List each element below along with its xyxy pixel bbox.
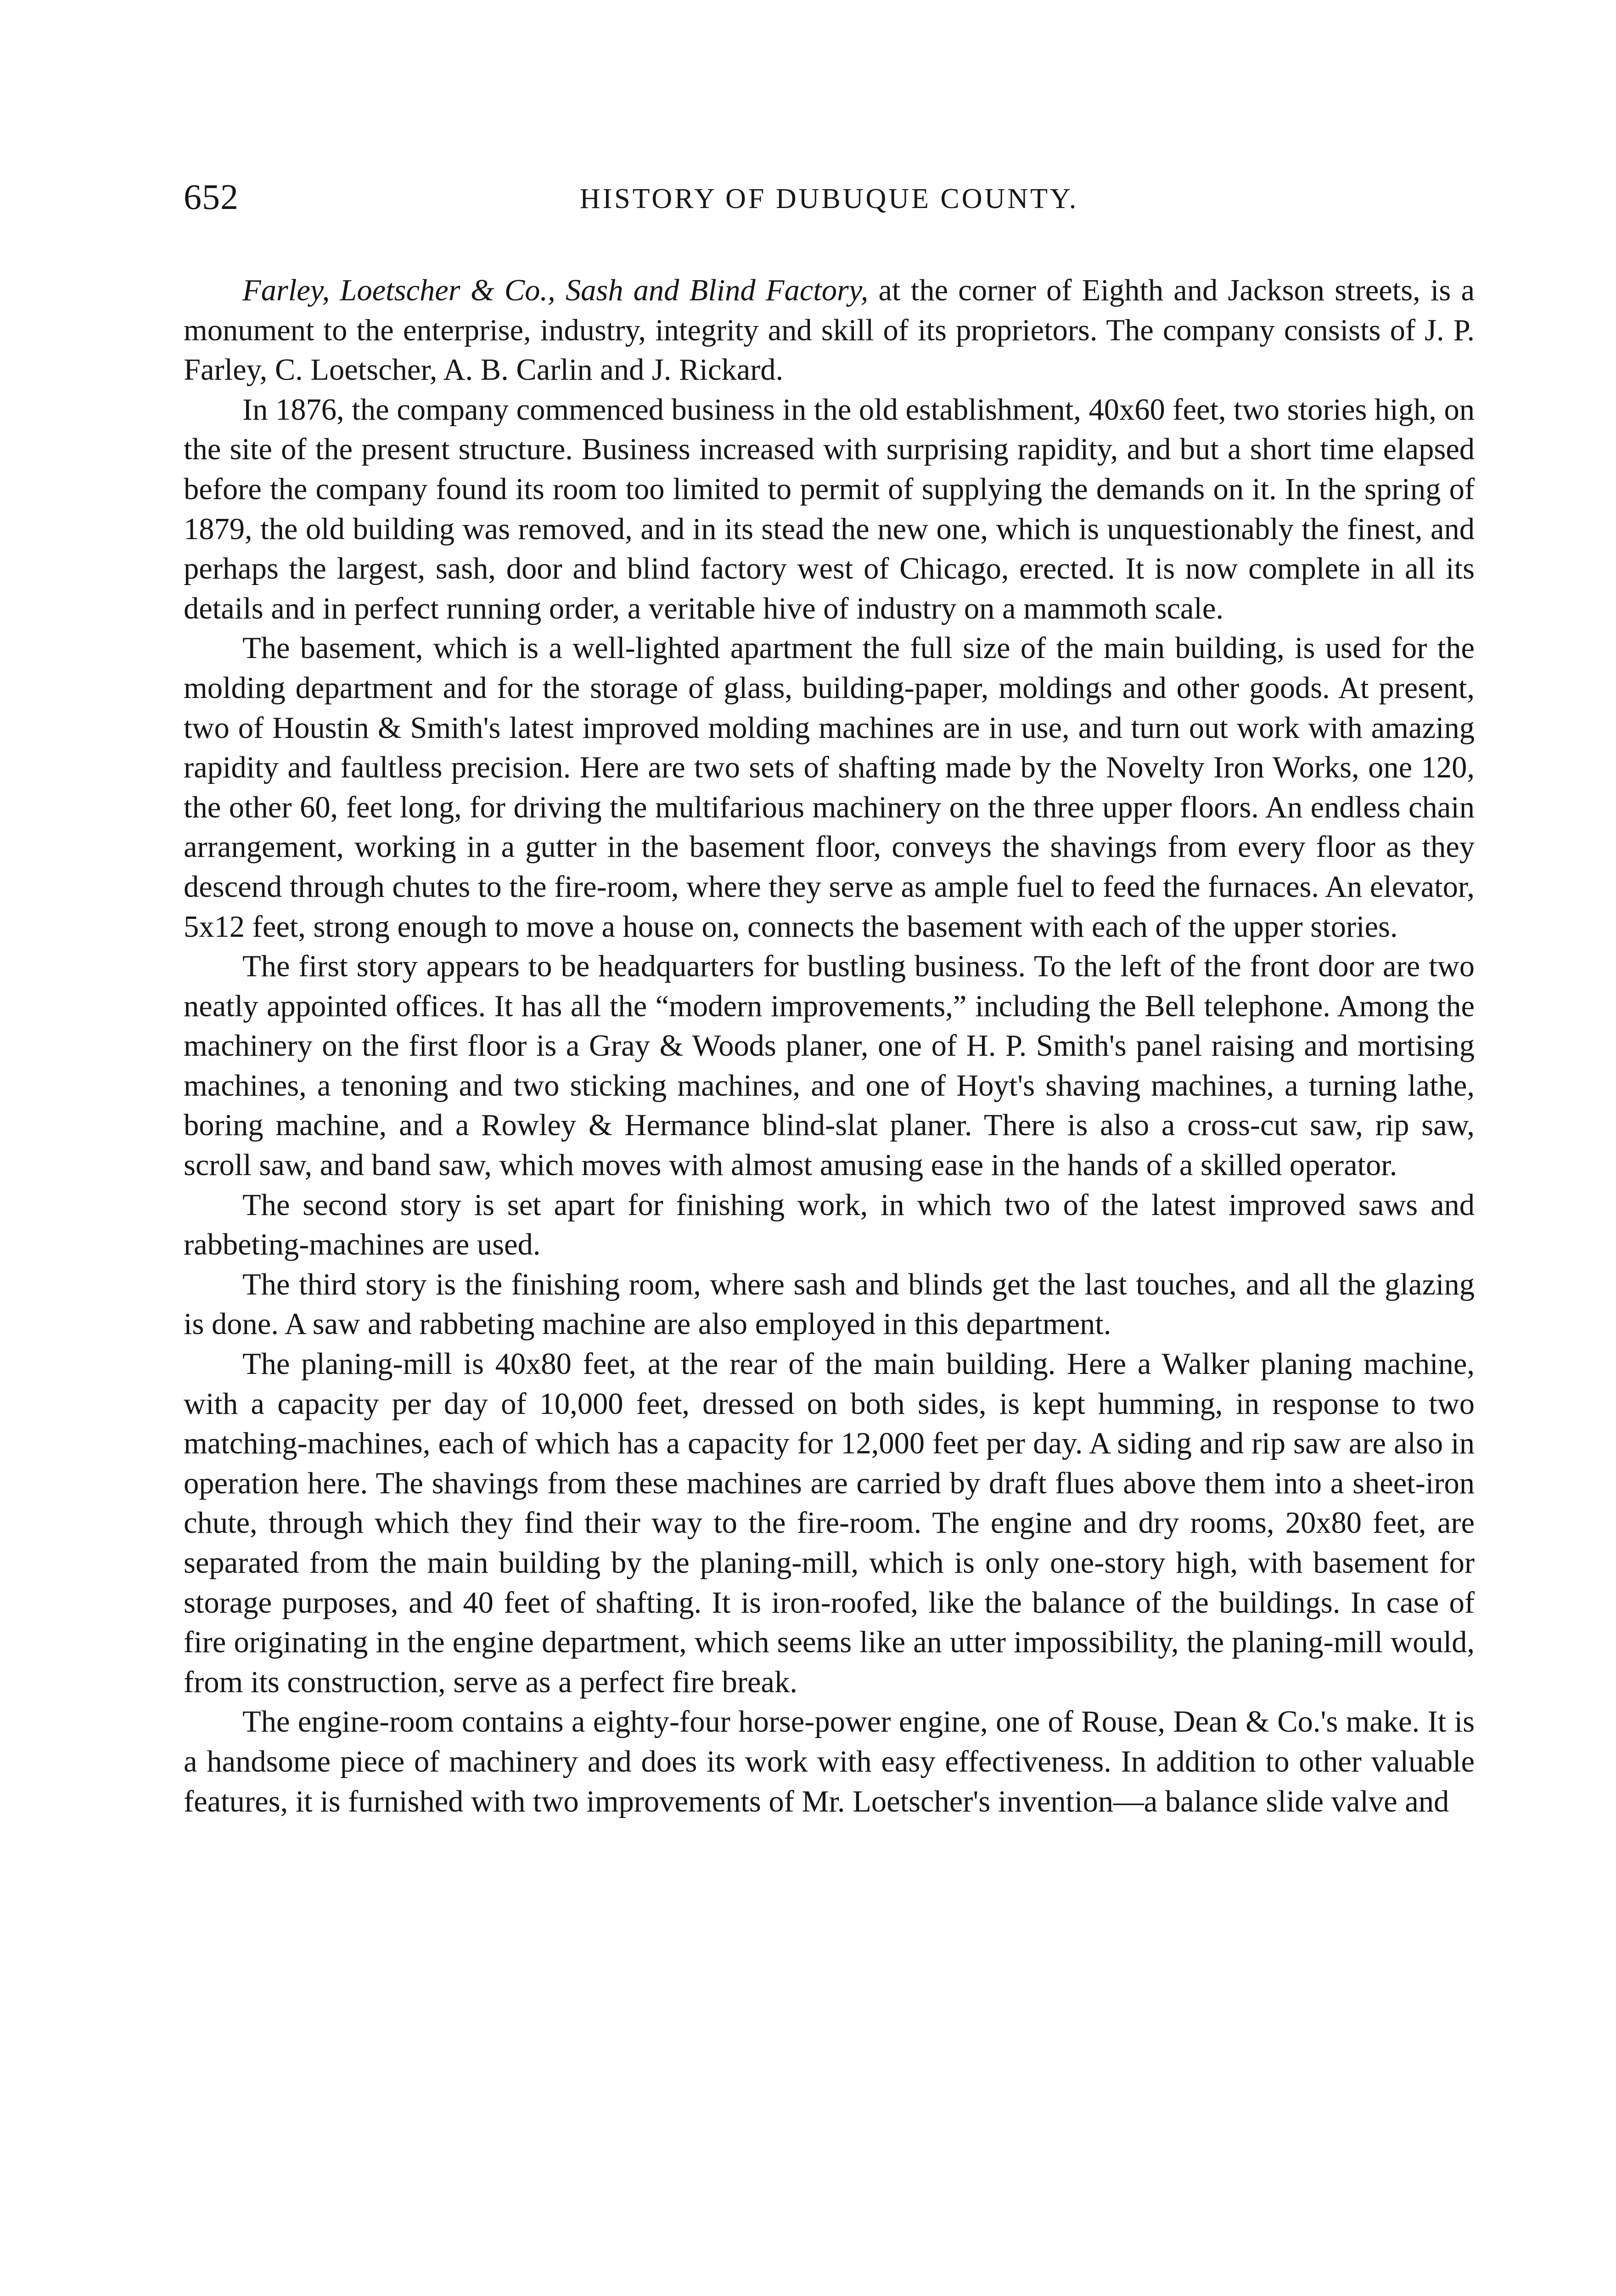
paragraph-engine-room: The engine-room contains a eighty-four horse-power engine, one of Rouse, Dean & Co.'s make. It is a handsome piece of machinery and does its work with easy effectiveness. In addition to other valuable features, it is furnished with two improvements of Mr. Loetscher's invention—a balance slide valve and (184, 1705, 1475, 1818)
paragraph-first-story: The first story appears to be headquarters for bustling business. To the left of the front door are two neatly appointed offices. It has all the “modern improvements,” including the Bell telephone. Among the machinery on the first floor is a Gray & Woods planer, one of H. P. Smith's panel raising and mortising machines, a tenoning and two sticking machines, and one of Hoyt's shaving machines, a turning lathe, boring machine, and a Rowley & Hermance blind-slat planer. There is also a cross-cut saw, rip saw, scroll saw, and band saw, which moves with almost amusing ease in the hands of a skilled operator. (184, 950, 1475, 1182)
article-body (184, 271, 1475, 2296)
firm-name: Farley, Loetscher & Co., Sash and Blind Factory, (242, 274, 869, 307)
paragraph-history: In 1876, the company commenced business in the old establishment, 40x60 feet, two stories high, on the site of the present structure. Business increased with surprising rapidity, and but a short time elapsed before the company found its room too limited to permit of supplying the demands on it. In the spring of 1879, the old building was removed, and in its stead the new one, which is unquestionably the finest, and perhaps the largest, sash, door and blind factory west of Chicago, erected. It is now complete in all its details and in perfect running order, a veritable hive of industry on a mammoth scale. (184, 393, 1475, 625)
running-title: HISTORY OF DUBUQUE COUNTY. (579, 183, 1079, 214)
paragraph-second-story: The second story is set apart for finishing work, in which two of the latest improved saws and rabbeting-machines are used. (184, 1188, 1475, 1262)
page-header (184, 176, 1475, 227)
paragraph-text: at the corner of Eighth and Jackson streets, is a monument to the enterprise, industry, integrity and skill of its proprietors. The company consists of J. P. Farley, C. Loetscher, A. B. Carlin and J. Rickard. (184, 274, 1475, 387)
paragraph-basement: The basement, which is a well-lighted apartment the full size of the main building, is used for the molding department and for the storage of glass, building-paper, moldings and other goods. At present, two of Houstin & Smith's latest improved molding machines are in use, and turn out work with amazing rapidity and faultless precision. Here are two sets of shafting made by the Novelty Iron Works, one 120, the other 60, feet long, for driving the multifarious machinery on the three upper floors. An endless chain arrangement, working in a gutter in the basement floor, conveys the shavings from every floor as they descend through chutes to the fire-room, where they serve as ample fuel to feed the furnaces. An elevator, 5x12 feet, strong enough to move a house on, connects the basement with each of the upper stories. (184, 631, 1475, 944)
paragraph-third-story: The third story is the finishing room, where sash and blinds get the last touches, and all the glazing is done. A saw and rabbeting machine are also employed in this department. (184, 1267, 1475, 1341)
paragraph-intro (184, 271, 1475, 390)
paragraph-planing-mill: The planing-mill is 40x80 feet, at the rear of the main building. Here a Walker planing machine, with a capacity per day of 10,000 feet, dressed on both sides, is kept humming, in response to two matching-machines, each of which has a capacity for 12,000 feet per day. A siding and rip saw are also in operation here. The shavings from these machines are carried by draft flues above them into a sheet-iron chute, through which they find their way to the fire-room. The engine and dry rooms, 20x80 feet, are separated from the main building by the planing-mill, which is only one-story high, with basement for storage purposes, and 40 feet of shafting. It is iron-roofed, like the balance of the buildings. In case of fire originating in the engine department, which seems like an utter impossibility, the planing-mill would, from its construction, serve as a perfect fire break. (184, 1347, 1475, 1699)
page-number: 652 (184, 177, 239, 217)
